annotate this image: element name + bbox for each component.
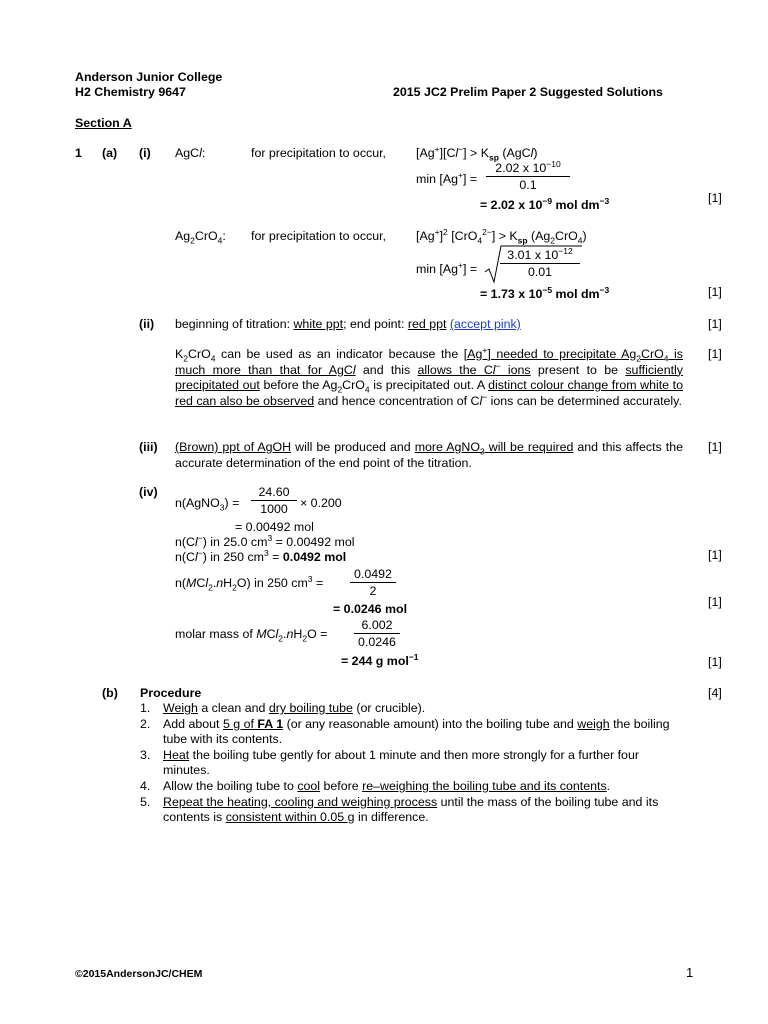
mcl2-moles: = 0.0246 mol <box>333 602 408 616</box>
agno3-fraction: $\frac{24.60}{1000}$ <box>251 485 297 517</box>
n-mcl2-label: $n(MCl_2.nH_2O)$ in 250 $cm^3$ = <box>175 573 324 593</box>
n-cl-250cm3: n(Cl−) in 250 $cm^3 = 0.0492$ mol <box>175 547 347 564</box>
mark: [4] <box>708 686 722 700</box>
mcl2-fraction: $\frac{0.0492}{2}$ <box>350 567 396 599</box>
ag2cro4-fraction: $\frac{3.01 x 10^{-12}}{0.01}$ <box>500 248 580 280</box>
sub-iii-label: (iii) <box>139 440 158 454</box>
mark: [1] <box>708 285 722 299</box>
agcl-min-label: min [Ag+] = <box>416 169 478 186</box>
mark: [1] <box>708 191 722 205</box>
mark: [1] <box>708 440 722 454</box>
paper-title: 2015 JC2 Prelim Paper 2 Suggested Solutions <box>393 85 663 99</box>
mark: [1] <box>708 347 722 361</box>
page-number: 1 <box>686 965 694 980</box>
indicator-explanation: $K_2CrO_4$ can be used as an indicator because the [Ag+] needed to precipitate $Ag_2CrO_4$ is much more than that for AgCl and this allows the Cl− ions present to be sufficiently precipitated out before the $Ag_2CrO_4$ is precipitated out. A distinct colour change from white to red can also be observed and hence concentration of Cl− ions can be determined accurately. <box>175 344 683 408</box>
list-item: 3. Heat the boiling tube gently for about 1 minute and then more strongly for a further four minutes. <box>140 747 639 778</box>
molar-mass-result: = 244 g mol$^{-1}$ <box>341 651 419 668</box>
agcl-ksp-expression: $[Ag^+][Cl^-] > K_{sp}$ (AgCl) <box>416 143 538 163</box>
mark: [1] <box>708 595 722 609</box>
agno3-moles: = 0.00492 mol <box>235 520 314 534</box>
ag2cro4-result: = 1.73 x $10^{-5}$ mol $dm^{-3}$ <box>480 284 610 301</box>
list-item: 4. Allow the boiling tube to cool before re–weighing the boiling tube and its contents. <box>140 778 611 793</box>
agcl-condition: for precipitation to occur, <box>251 146 386 160</box>
ag2cro4-condition: for precipitation to occur, <box>251 229 386 243</box>
sub-ii-label: (ii) <box>139 317 155 331</box>
list-item: 5. Repeat the heating, cooling and weighing process until the mass of the boiling tube and its contents is consistent within 0.05 g in difference. <box>140 794 659 825</box>
list-item: 1. Weigh a clean and dry boiling tube (or crucible). <box>140 701 426 715</box>
ag2cro4-ksp-expression: $[Ag^+]^2$ $[CrO_4^{2-}] > K_{sp}$ $(Ag_2CrO_4)$ <box>416 226 587 246</box>
agcl-fraction: $\frac{2.02 x 10^{-10}}{0.1}$ <box>486 161 570 193</box>
titration-observation: beginning of titration: white ppt; end point: red ppt (accept pink) <box>175 317 521 331</box>
molar-mass-fraction: $\frac{6.002}{0.0246}$ <box>354 618 400 650</box>
procedure-list <box>140 701 686 826</box>
mark: [1] <box>708 548 722 562</box>
agcl-label: AgCl: <box>175 146 206 160</box>
agcl-result: = 2.02 x $10^{-9}$ mol $dm^{-3}$ <box>480 195 610 212</box>
procedure-heading: Procedure <box>140 686 202 700</box>
list-item: 2. Add about 5 g of FA 1 (or any reasonable amount) into the boiling tube and weigh the boiling tube with its contents. <box>140 716 670 747</box>
part-b-label: (b) <box>102 686 118 700</box>
molar-mass-label: molar mass of $MCl_2.nH_2O$ = <box>175 627 328 644</box>
ag2cro4-min-label: min [Ag+] = <box>416 259 478 276</box>
mark: [1] <box>708 655 722 669</box>
ag2cro4-label: $Ag_2CrO_4$: <box>175 229 226 246</box>
footer-copyright: ©2015AndersonJC/CHEM <box>75 968 203 980</box>
section-heading: Section A <box>75 116 132 130</box>
agno3-multiplier: × 0.200 <box>300 496 342 510</box>
part-a-label: (a) <box>102 146 118 160</box>
agoh-explanation: (Brown) ppt of AgOH will be produced and more AgNO$_3$ will be required and this affects the accurate determination of the end point of the titration. <box>175 440 683 470</box>
n-agno3-label: n(AgNO$_3$) = <box>175 496 240 513</box>
sub-iv-label: (iv) <box>139 485 158 499</box>
subject-name: H2 Chemistry 9647 <box>75 85 186 99</box>
question-number: 1 <box>75 146 82 160</box>
mark: [1] <box>708 317 722 331</box>
sub-i-label: (i) <box>139 146 151 160</box>
n-cl-25cm3: n(Cl−) in 25.0 $cm^3 = 0.00492$ mol <box>175 532 355 549</box>
college-name: Anderson Junior College <box>75 70 223 84</box>
